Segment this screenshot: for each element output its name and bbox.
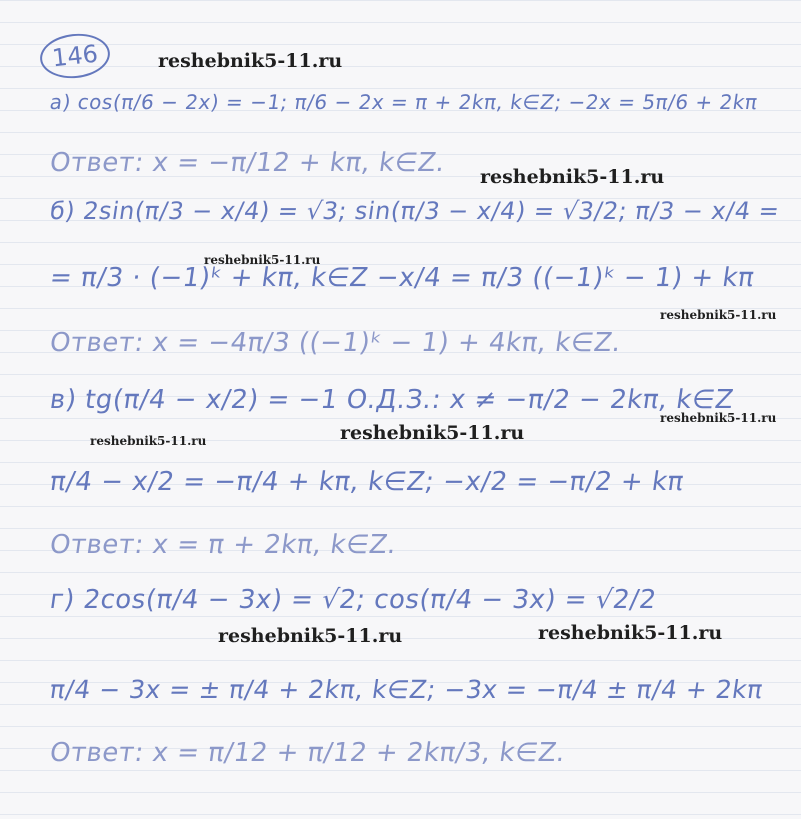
line-a-equation: а) cos(π/6 − 2x) = −1; π/6 − 2x = π + 2kπ, k∈Z; −2x = 5π/6 + 2kπ [48,90,760,114]
line-c-solution: π/4 − x/2 = −π/4 + kπ, k∈Z; −x/2 = −π/2 + kπ [47,467,686,497]
watermark: reshebnik5-11.ru [204,253,321,267]
watermark: reshebnik5-11.ru [480,166,665,188]
line-a-answer: Ответ: x = −π/12 + kπ, k∈Z. [47,148,448,178]
watermark: reshebnik5-11.ru [340,422,525,444]
line-b-solution: = π/3 · (−1)ᵏ + kπ, k∈Z −x/4 = π/3 ((−1)ᵏ − 1) + kπ [47,263,757,293]
watermark: reshebnik5-11.ru [660,411,777,425]
watermark: reshebnik5-11.ru [90,434,207,448]
line-b-answer: Ответ: x = −4π/3 ((−1)ᵏ − 1) + 4kπ, k∈Z. [47,328,624,358]
watermark: reshebnik5-11.ru [660,308,777,322]
watermark: reshebnik5-11.ru [538,622,723,644]
watermark: reshebnik5-11.ru [158,50,343,72]
watermark: reshebnik5-11.ru [218,625,403,647]
line-d-answer: Ответ: x = π/12 + π/12 + 2kπ/3, k∈Z. [47,738,568,768]
line-c-answer: Ответ: x = π + 2kπ, k∈Z. [47,530,399,560]
line-d-solution: π/4 − 3x = ± π/4 + 2kπ, k∈Z; −3x = −π/4 ± π/4 + 2kπ [47,675,765,704]
line-c-equation: в) tg(π/4 − x/2) = −1 О.Д.З.: x ≠ −π/2 − 2kπ, k∈Z [47,385,736,415]
problem-number: 146 [38,30,112,81]
line-d-equation: г) 2cos(π/4 − 3x) = √2; cos(π/4 − 3x) = √2/2 [47,585,659,615]
line-b-equation: б) 2sin(π/3 − x/4) = √3; sin(π/3 − x/4) = √3/2; π/3 − x/4 = [48,197,782,225]
